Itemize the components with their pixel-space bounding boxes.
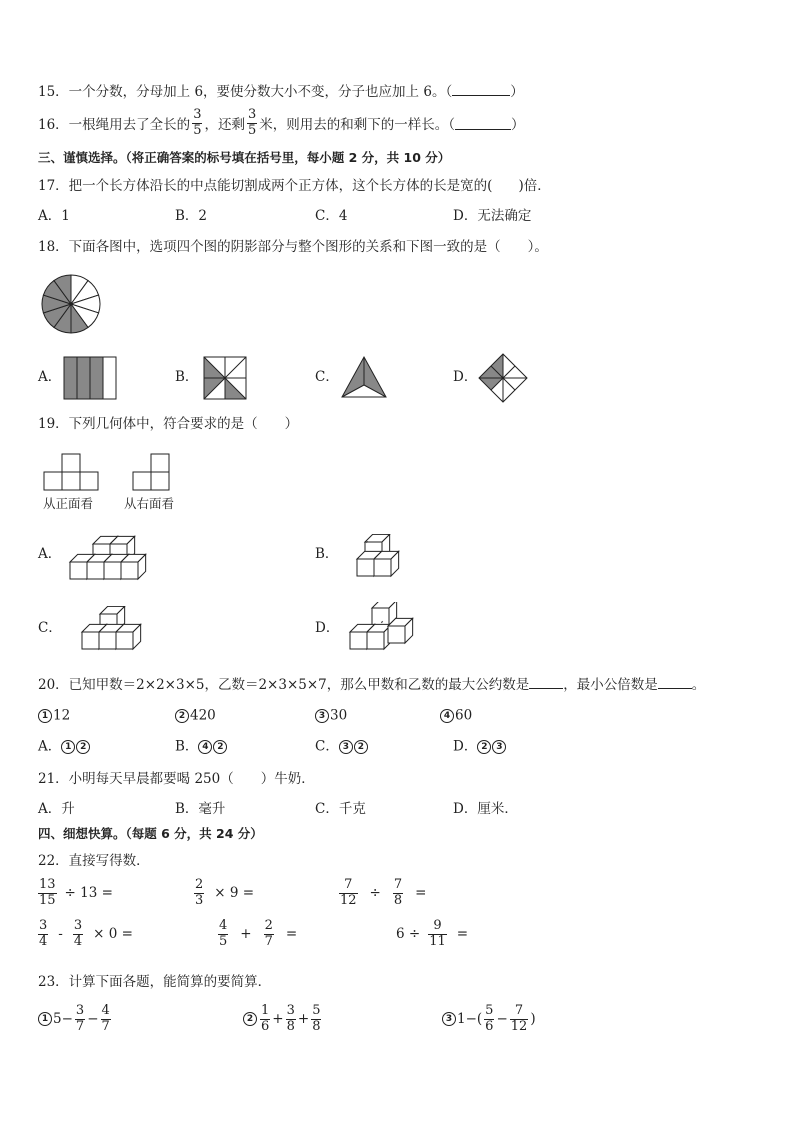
- option-c[interactable]: C．千克: [315, 801, 366, 817]
- option-a-solid[interactable]: [68, 532, 158, 582]
- option-d[interactable]: D． 2 3: [453, 740, 507, 754]
- front-view-label: 从正面看: [43, 496, 94, 511]
- right-view-figure: [132, 453, 172, 493]
- question-15: 15．一个分数，分母加上 6，要使分数大小不变，分子也应加上 6。（ ）: [38, 84, 524, 100]
- option-b[interactable]: B．: [175, 369, 199, 385]
- option-b[interactable]: B．: [315, 546, 339, 562]
- option-d-figure[interactable]: [477, 352, 529, 404]
- section-title: 三、谨慎选择。（将正确答案的标号填在括号里，每小题 2 分，共 10 分）: [38, 150, 451, 165]
- front-view-figure: [43, 453, 99, 493]
- answer-blank[interactable]: [658, 688, 692, 689]
- option-c[interactable]: C．4: [315, 208, 348, 224]
- expression-1: $\frac{13}{15}$ ÷ 13 =: [39, 877, 113, 908]
- expression-2: $\frac{2}{3}$ × 9 =: [195, 877, 255, 908]
- question-18: 18．下面各图中，选项四个图的阴影部分与整个图形的关系和下图一致的是（ ）。: [38, 239, 548, 255]
- option-a[interactable]: A．: [38, 546, 62, 562]
- section-title: 四、细想快算。（每题 6 分，共 24 分）: [38, 826, 263, 841]
- calc-2: 2 $\frac{1}{6}$ + $\frac{3}{8}$ + $\frac{5}{8}$: [243, 1004, 323, 1035]
- question-21: 21．小明每天早晨都要喝 250（ ）牛奶．: [38, 771, 315, 787]
- option-b-solid[interactable]: [355, 534, 409, 580]
- item-3: 3 30: [315, 709, 347, 723]
- item-2: 2 420: [175, 709, 216, 723]
- option-b-figure[interactable]: [203, 356, 247, 400]
- expression-6: 6 ÷ $\frac{9}{11}$ =: [396, 918, 469, 949]
- item-1: 1 12: [38, 709, 70, 723]
- option-d[interactable]: D．厘米．: [453, 801, 518, 817]
- option-a-figure[interactable]: [63, 356, 119, 400]
- question-23: 23．计算下面各题，能简算的要简算．: [38, 974, 272, 990]
- option-a[interactable]: A．1: [38, 208, 70, 224]
- question-17: 17．把一个长方体沿长的中点能切割成两个正方体，这个长方体的长是宽的( )倍．: [38, 178, 551, 194]
- option-d[interactable]: D．无法确定: [453, 208, 532, 224]
- reference-circle-figure: [40, 273, 102, 335]
- fraction: $\frac{3}{5}$: [193, 107, 202, 138]
- answer-blank[interactable]: [452, 95, 510, 96]
- option-c-figure[interactable]: [340, 355, 388, 399]
- right-view-label: 从右面看: [124, 496, 175, 511]
- option-a[interactable]: A．: [38, 369, 62, 385]
- option-c[interactable]: C． 3 2: [315, 740, 369, 754]
- option-d[interactable]: D．: [315, 620, 340, 636]
- option-b[interactable]: B．2: [175, 208, 208, 224]
- answer-blank[interactable]: [455, 129, 511, 130]
- question-20: 20．已知甲数＝2×2×3×5，乙数＝2×3×5×7，那么甲数和乙数的最大公约数是 ，最小公倍数是 。: [38, 677, 706, 693]
- question-19: 19．下列几何体中，符合要求的是（ ）: [38, 416, 299, 432]
- answer-blank[interactable]: [529, 688, 563, 689]
- option-c-solid[interactable]: [80, 606, 144, 654]
- option-d-solid[interactable]: [348, 602, 418, 654]
- option-c[interactable]: C．: [38, 620, 62, 636]
- item-4: 4 60: [440, 709, 472, 723]
- calc-3: 3 1−( $\frac{5}{6}$ − $\frac{7}{12}$ ): [442, 1004, 536, 1035]
- expression-3: $\frac{7}{12}$ ÷ $\frac{7}{8}$ =: [340, 877, 427, 908]
- fraction: $\frac{3}{5}$: [247, 107, 257, 138]
- expression-4: $\frac{3}{4}$ - $\frac{3}{4}$ × 0 =: [39, 918, 133, 949]
- option-d[interactable]: D．: [453, 369, 478, 385]
- option-a[interactable]: A．升: [38, 801, 75, 817]
- option-a[interactable]: A． 1 2: [38, 740, 91, 754]
- expression-5: $\frac{4}{5}$ + $\frac{2}{7}$ =: [219, 918, 298, 949]
- option-b[interactable]: B． 4 2: [175, 740, 228, 754]
- option-c[interactable]: C．: [315, 369, 339, 385]
- calc-1: 1 5− $\frac{3}{7}$ − $\frac{4}{7}$: [38, 1004, 113, 1035]
- question-16: 16．一根绳用去了全长的 $\frac{3}{5}$ ，还剩 $\frac{3}{5}$ 米，则用去的和剩下的一样长。（ ）: [38, 107, 525, 138]
- question-22: 22．直接写得数．: [38, 853, 150, 869]
- option-b[interactable]: B．毫升: [175, 801, 226, 817]
